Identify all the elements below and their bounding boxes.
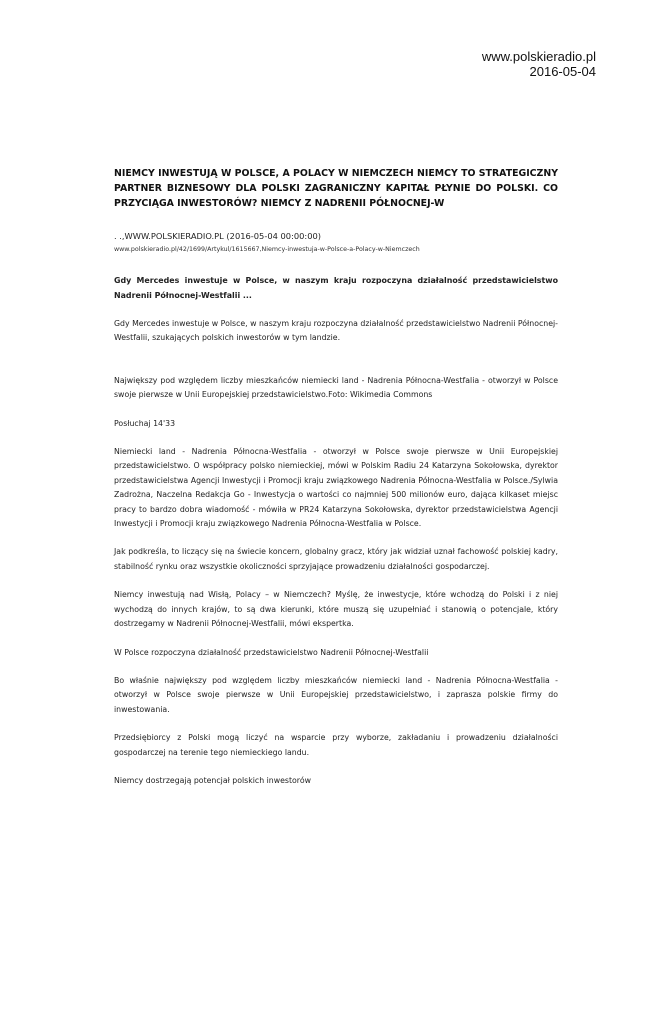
page-header: [482, 49, 596, 79]
article-subheading: Niemcy dostrzegają potencjał polskich inwestorów: [114, 775, 311, 785]
article-paragraph: Niemcy inwestują nad Wisłą, Polacy – w Niemczech? Myślę, że inwestycje, które wchodzą do Polski i z niej wychodzą do innych krajów, to są dwa kierunki, które muszą się uzupełniać i stanowią o potencjale, który dostrzegamy w Nadrenii Północnej-Westfalii, mówi ekspertka.: [114, 590, 558, 629]
article-paragraph: Jak podkreśla, to liczący się na świecie koncern, globalny gracz, który jak widział uznał fachowość polskiej kadry, stabilność rynku oraz wszystkie okoliczności sprzyjające prowadzeniu działalności gospodarczej.: [114, 547, 558, 571]
article-paragraph: Bo właśnie największy pod względem liczby mieszkańców niemiecki land - Nadrenia Północna-Westfalia - otworzył w Polsce swoje pierwsze w Unii Europejskiej przedstawicielstwo, i zaprasza polskie firmy do inwestowania.: [114, 675, 558, 714]
article-paragraph: Posłuchaj 14'33: [114, 418, 176, 428]
article-lead: Gdy Mercedes inwestuje w Polsce, w naszym kraju rozpoczyna działalność przedstawicielstwo Nadrenii Północnej-Westfalii ...: [114, 276, 558, 300]
site-name: www.polskieradio.pl: [481, 49, 596, 64]
article-title: NIEMCY INWESTUJĄ W POLSCE, A POLACY W NIEMCZECH NIEMCY TO STRATEGICZNY PARTNER BIZNESOWY DLA POLSKI ZAGRANICZNY KAPITAŁ PŁYNIE DO POLSKI. CO PRZYCIĄGA INWESTORÓW? NIEMCY Z NADRENII PÓŁNOCNEJ-W: [114, 168, 558, 209]
article-paragraph: Gdy Mercedes inwestuje w Polsce, w naszym kraju rozpoczyna działalność przedstawicielstwo Nadrenii Północnej-Westfalii, szukających polskich inwestorów w tym landzie.: [114, 319, 558, 343]
article-paragraph: Niemiecki land - Nadrenia Północna-Westfalia - otworzył w Polsce swoje pierwsze w Unii Europejskiej przedstawicielstwo. O współpracy polsko niemieckiej, mówi w Polskim Radiu 24 Katarzyna Sokołowska, dyrektor przedstawicielstwa Agencji Inwestycji i Promocji kraju związkowego Nadrenia Północna-Westfalia w Polsce./Sylwia Zadrożna, Naczelna Redakcja Go - Inwestycja o wartości co najmniej 500 milionów euro, dająca kilkaset miejsc pracy to bardzo dobra wiadomość - mówiła w PR24 Katarzyna Sokołowska, dyrektor przedstawicielstwa Agencji Inwestycji i Promocji kraju związkowego Nadrenia Północna-Westfalia w Polsce.: [114, 447, 558, 529]
article-url: www.polskieradio.pl/42/1699/Artykul/1615667,Niemcy-inwestuja-w-Polsce-a-Polacy-w-Niemczech: [114, 246, 420, 253]
article-source: . .,WWW.POLSKIERADIO.PL (2016-05-04 00:00:00): [114, 231, 322, 241]
article-paragraph: Przedsiębiorcy z Polski mogą liczyć na wsparcie przy wyborze, zakładaniu i prowadzeniu działalności gospodarczej na terenie tego niemieckiego landu.: [114, 733, 558, 757]
article: [114, 166, 558, 788]
article-subheading: W Polsce rozpoczyna działalność przedstawicielstwo Nadrenii Północnej-Westfalii: [114, 647, 429, 657]
publication-date: 2016-05-04: [529, 64, 596, 79]
article-paragraph: Największy pod względem liczby mieszkańców niemiecki land - Nadrenia Północna-Westfalia - otworzył w Polsce swoje pierwsze w Unii Europejskiej przedstawicielstwo.Foto: Wikimedia Commons: [114, 375, 558, 400]
